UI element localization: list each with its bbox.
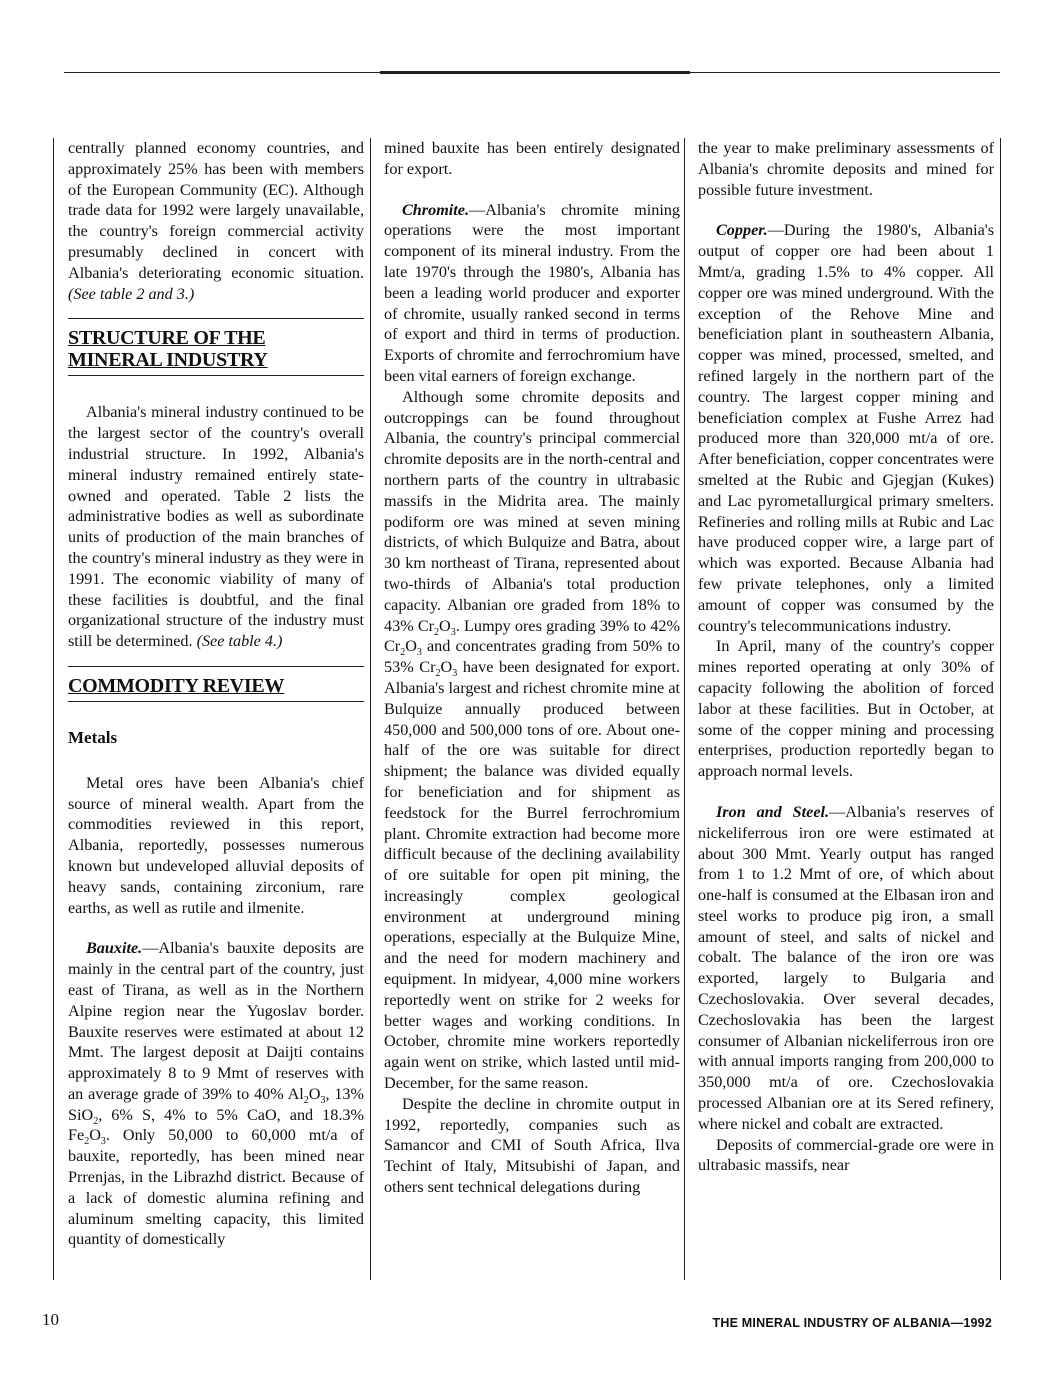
paragraph-chromite: Chromite.—Albania's chromite mining operations were the most important component of its mineral industry. From the late 1970's through the 1980's, Albania has been a leading world producer and exporter of chromite, usually ranked second in terms of export and third in terms of production. Exports of chromite and ferrochromium have been vital earners of foreign exchange. <box>384 200 680 385</box>
paragraph-bauxite: Bauxite.—Albania's bauxite deposits are mainly in the central part of the country, just east of Tirana, as well as in the Northern Alpine region near the Yugoslav border. Bauxite reserves were estimated at about 12 Mmt. The largest deposit at Daijti contains approximately 8 to 9 Mmt of reserves with an average grade of 39% to 40% $Al_2O_3$, 13% SiO$_2$, 6% S, 4% to 5% CaO, and 18.3% $Fe_2O_3$. Only 50,000 to 60,000 mt/a of bauxite, reportedly, has been mined near Prrenjas, in the Librazhd district. Because of a lack of domestic alumina refining and aluminum smelting capacity, this limited quantity of domestically <box>68 939 364 1249</box>
column-3 <box>698 138 994 1176</box>
paragraph-iron-steel: Iron and Steel.—Albania's reserves of nickeliferrous iron ore were estimated at about 300 Mmt. Yearly output has ranged from 1 to 1.2 Mmt of ore, of which about one-half is consumed at the Elbasan iron and steel works to produce pig iron, a small amount of steel, and salts of nickel and cobalt. The balance of the iron ore was exported, largely to Bulgaria and Czechoslovakia. Over several decades, Czechoslovakia has been the largest consumer of Albanian nickeliferrous iron ore with annual imports ranging from 200,000 to 350,000 mt/a of ore. Czechoslovakia processed Albanian ore at its Sered refinery, where nickel and cobalt are extracted. <box>698 802 994 1133</box>
paragraph-copper-april: In April, many of the country's copper mines reported operating at only 30% of capacity following the abolition of forced labor at these facilities. But in October, at some of the copper mining and processing enterprises, production reportedly began to approach normal levels. <box>698 637 994 781</box>
paragraph-deposits: Deposits of commercial-grade ore were in ultrabasic massifs, near <box>698 1135 994 1175</box>
column-rule-1 <box>370 138 371 1280</box>
column-rule-right <box>1000 138 1001 1280</box>
paragraph-chromite-deposits: Although some chromite deposits and outcroppings can be found throughout Albania, the country's principal commercial chromite deposits are in the north-central and northern parts of the country in ultrabasic massifs in the Midrita area. The mainly podiform ore was mined at seven mining districts, of which Bulquize and Batra, about 30 km northeast of Tirana, represented about two-thirds of Albania's total production capacity. Albanian ore graded from 18% to 43% $Cr_2O_3$. Lumpy ores grading 39% to 42% $Cr_2O_3$ and concentrates grading from 50% to 53% $Cr_2O_3$ have been designated for export. Albania's largest and richest chromite mine at Bulquize annually produced between 450,000 and 500,000 tons of ore. About one-half of the ore was suitable for direct shipment; the balance was divided equally for beneficiation and for shipment as feedstock for the Burrel ferrochromium plant. Chromite extraction had become more difficult because of the declining availability of ore suitable for open pit mining, the increasingly complex geological environment at underground mining operations, especially at the Bulquize Mine, and the need for modern machinery and equipment. In midyear, 4,000 mine workers reportedly went on strike for 2 weeks for better wages and working conditions. In October, chromite mine workers reportedly again went on strike, which lasted until mid-December, for the same reason. <box>384 387 680 1093</box>
column-rule-left <box>53 138 54 1280</box>
header-rule-accent <box>380 71 690 74</box>
column-rule-2 <box>684 138 685 1280</box>
subheading-metals: Metals <box>68 727 118 747</box>
lead-in-chromite: Chromite. <box>402 200 470 219</box>
lead-in-iron-steel: Iron and Steel. <box>716 802 830 821</box>
section-heading-commodity: COMMODITY REVIEW <box>68 666 364 702</box>
table-reference: (See table 4.) <box>196 632 283 651</box>
lead-in-copper: Copper. <box>716 221 768 240</box>
paragraph-chromite-investment: Despite the decline in chromite output in 1992, reportedly, companies such as Samancor and CMI of South Africa, Ilva Techint of Italy, Mitsubishi of Japan, and others sent technical delegations during <box>384 1094 680 1197</box>
paragraph-trade: centrally planned economy countries, and approximately 25% has been with members of the European Community (EC). Although trade data for 1992 were largely unavailable, the country's foreign commercial activity presumably declined in concert with Albania's deteriorating economic situation. (See table 2 and 3.) <box>68 139 364 303</box>
section-heading-structure: STRUCTURE OF THE MINERAL INDUSTRY <box>68 318 364 376</box>
column-2 <box>384 138 680 1198</box>
table-reference: (See table 2 and 3.) <box>68 284 195 303</box>
paragraph-bauxite-cont: mined bauxite has been entirely designated for export. <box>384 139 680 178</box>
paragraph-copper: Copper.—During the 1980's, Albania's output of copper ore had been about 1 Mmt/a, grading 1.5% to 4% copper. All copper ore was mined underground. With the exception of the Rehove Mine and beneficiation plant in southeastern Albania, copper was mined, processed, smelted, and refined largely in the northern part of the country. The largest copper mining and beneficiation complex at Fushe Arrez had produced more than 320,000 mt/a of ore. After beneficiation, copper concentrates were smelted at the Rubic and Gjegjan (Kukes) and Lac pyrometallurgical primary smelters. Refineries and rolling mills at Rubic and Lac have produced copper wire, a large part of which was exported. Because Albania had few private telephones, only a limited amount of copper was consumed by the country's telecommunications industry. <box>698 221 994 635</box>
page-number: 10 <box>42 1310 59 1329</box>
column-1 <box>68 138 364 1250</box>
running-footer: THE MINERAL INDUSTRY OF ALBANIA—1992 <box>712 1316 992 1330</box>
paragraph-metals: Metal ores have been Albania's chief source of mineral wealth. Apart from the commodities reviewed in this report, Albania, reportedly, possesses numerous known but undeveloped alluvial deposits of heavy sands, containing zirconium, rare earths, as well as rutile and ilmenite. <box>68 773 364 917</box>
paragraph-structure: Albania's mineral industry continued to be the largest sector of the country's overall industrial structure. In 1992, Albania's mineral industry remained entirely state-owned and operated. Table 2 lists the administrative bodies as well as subordinate units of production of the main branches of the country's mineral industry as they were in 1991. The economic viability of many of these facilities is doubtful, and the final organizational structure of the industry must still be determined. (See table 4.) <box>68 403 364 651</box>
paragraph-chromite-cont: the year to make preliminary assessments of Albania's chromite deposits and mined for possible future investment. <box>698 139 994 199</box>
lead-in-bauxite: Bauxite. <box>86 939 143 958</box>
